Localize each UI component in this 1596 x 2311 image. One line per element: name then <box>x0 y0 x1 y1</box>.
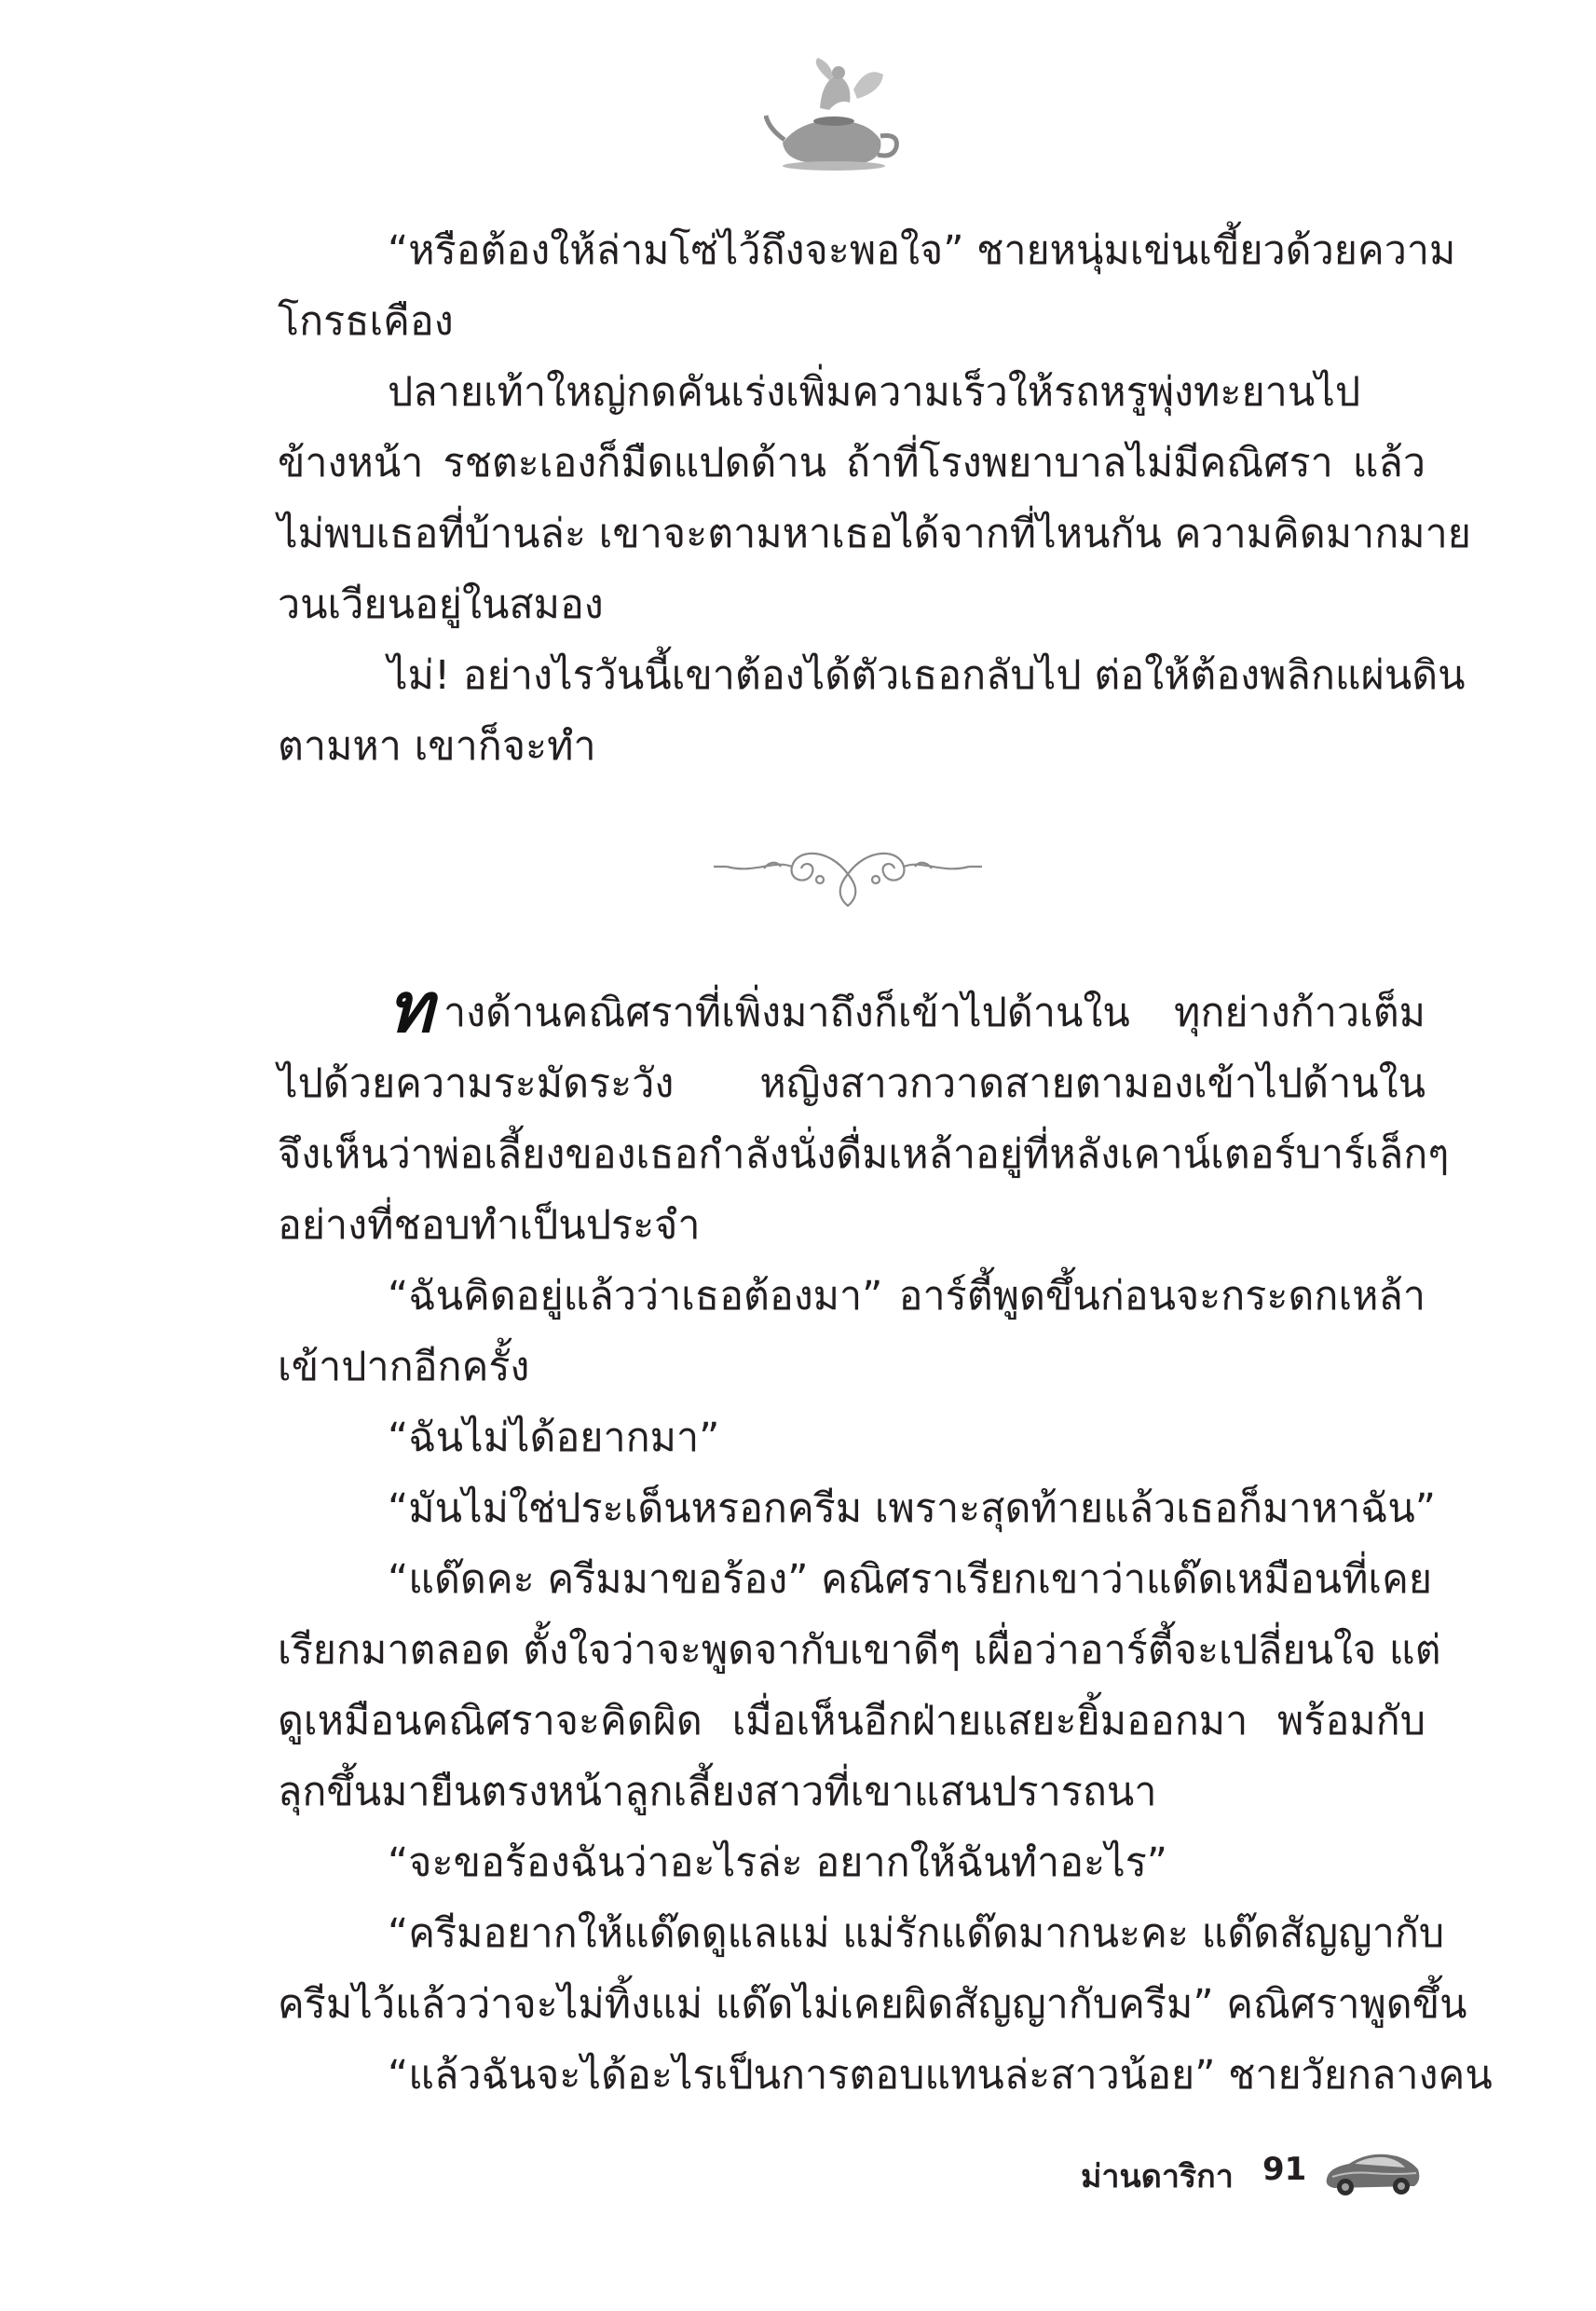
text-line: “แล้วฉันจะได้อะไรเป็นการตอบแทนล่ะสาวน้อย” ชายวัยกลางคน <box>388 2052 1493 2099</box>
text-line: จึงเห็นว่าพ่อเลี้ยงของเธอกำลังนั่งดื่มเหล้าอยู่ที่หลังเคาน์เตอร์บาร์เล็กๆ <box>278 1131 1450 1178</box>
text-line: “จะขอร้องฉันว่าอะไรล่ะ อยากให้ฉันทำอะไร” <box>388 1839 1168 1886</box>
text-line: างด้านคณิศราที่เพิ่งมาถึงก็เข้าไปด้านใน ทุกย่างก้าวเต็ม <box>443 990 1425 1036</box>
text-line: ข้างหน้า รชตะเองก็มืดแปดด้าน ถ้าที่โรงพยาบาลไม่มีคณิศรา แล้ว <box>278 440 1425 486</box>
text-line: “ฉันคิดอยู่แล้วว่าเธอต้องมา” อาร์ตี้พูดขึ้นก่อนจะกระดกเหล้า <box>388 1273 1425 1320</box>
text-line: “แด๊ดคะ ครีมมาขอร้อง” คณิศราเรียกเขาว่าแด๊ดเหมือนที่เคย <box>388 1556 1433 1603</box>
text-line: ครีมไว้แล้วว่าจะไม่ทิ้งแม่ แด๊ดไม่เคยผิดสัญญากับครีม” คณิศราพูดขึ้น <box>278 1981 1467 2028</box>
text-line: “มันไม่ใช่ประเด็นหรอกครีม เพราะสุดท้ายแล้วเธอก็มาหาฉัน” <box>388 1485 1437 1532</box>
text-line: เข้าปากอีกครั้ง <box>278 1344 530 1390</box>
text-line: อย่างที่ชอบทำเป็นประจำ <box>278 1202 701 1249</box>
book-title: ม่านดาริกา <box>1081 2158 1234 2195</box>
text-line: ไม่พบเธอที่บ้านล่ะ เขาจะตามหาเธอได้จากที่ไหนกัน ความคิดมากมาย <box>278 511 1471 557</box>
text-line: ลุกขึ้นมายืนตรงหน้าลูกเลี้ยงสาวที่เขาแสนปรารถนา <box>278 1769 1157 1815</box>
text-line: “ครีมอยากให้แด๊ดดูแลแม่ แม่รักแด๊ดมากนะคะ แด๊ดสัญญากับ <box>388 1910 1445 1957</box>
text-line: วนเวียนอยู่ในสมอง <box>278 581 604 628</box>
text-line: เรียกมาตลอด ตั้งใจว่าจะพูดจากับเขาดีๆ เผื่อว่าอาร์ตี้จะเปลี่ยนใจ แต่ <box>278 1627 1441 1674</box>
sports-car-icon <box>1321 2143 1424 2199</box>
text-line: “หรือต้องให้ล่ามโซ่ไว้ถึงจะพอใจ” ชายหนุ่มเข่นเขี้ยวด้วยความ <box>388 227 1456 274</box>
page-footer <box>1081 2143 1416 2199</box>
text-line: ตามหา เขาก็จะทำ <box>278 723 596 770</box>
scroll-flourish-icon <box>708 839 988 913</box>
text-line: ไม่! อย่างไรวันนี้เขาต้องได้ตัวเธอกลับไป ต่อให้ต้องพลิกแผ่นดิน <box>388 652 1466 699</box>
page-number: 91 <box>1262 2151 1307 2188</box>
text-line: “ฉันไม่ได้อยากมา” <box>388 1415 720 1461</box>
text-line: โกรธเคือง <box>278 298 454 345</box>
teapot-ornament-icon <box>764 54 904 175</box>
text-line: ดูเหมือนคณิศราจะคิดผิด เมื่อเห็นอีกฝ่ายแสยะยิ้มออกมา พร้อมกับ <box>278 1698 1425 1744</box>
text-line: ไปด้วยความระมัดระวัง หญิงสาวกวาดสายตามองเข้าไปด้านใน <box>278 1060 1425 1107</box>
dropcap-paragraph-start <box>278 968 1425 1058</box>
text-line: ปลายเท้าใหญ่กดคันเร่งเพิ่มความเร็วให้รถหรูพุ่งทะยานไป <box>388 369 1361 416</box>
dropcap-letter: ท <box>388 968 433 1048</box>
